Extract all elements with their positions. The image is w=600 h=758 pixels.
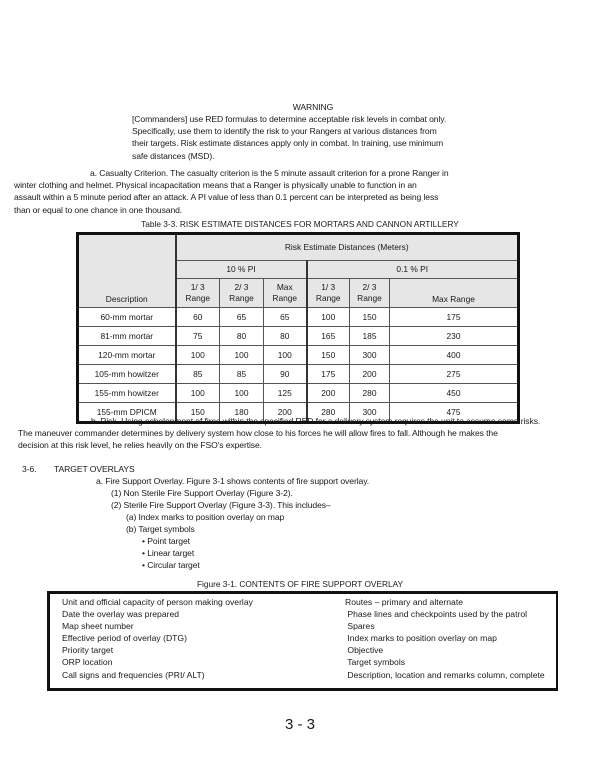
table-row <box>78 384 519 403</box>
warning-title: WARNING <box>292 102 334 112</box>
cell-value: 450 <box>390 384 519 403</box>
figure-item: Index marks to position overlay on map <box>345 633 497 644</box>
cell-value: 65 <box>264 308 307 327</box>
cell-value: 475 <box>390 403 519 423</box>
paragraph-line: decision at this risk level, he relies heavily on the FSO's expertise. <box>18 440 262 451</box>
risk-estimate-table <box>76 232 520 424</box>
item-1: (1) Non Sterile Fire Support Overlay (Figure 3-2). <box>111 488 293 498</box>
item-a: a. Fire Support Overlay. Figure 3-1 shows contents of fire support overlay. <box>96 476 370 486</box>
item-2a: (a) Index marks to position overlay on map <box>126 512 285 522</box>
bullet-item: • Point target <box>142 536 190 546</box>
figure-item: Spares <box>345 621 375 632</box>
column-header: 2/ 3 Range <box>220 279 264 308</box>
cell-value: 200 <box>350 365 390 384</box>
figure-item: Target symbols <box>345 657 406 668</box>
cell-value: 230 <box>390 327 519 346</box>
cell-value: 150 <box>176 403 220 423</box>
cell-description: 105-mm howitzer <box>78 365 176 384</box>
figure-item: Unit and official capacity of person making overlay <box>62 597 253 607</box>
subgroup-header-10pct: 10 % PI <box>176 261 307 279</box>
cell-value: 200 <box>264 403 307 423</box>
column-header: 1/ 3 Range <box>176 279 220 308</box>
item-2b: (b) Target symbols <box>126 524 195 534</box>
cell-value: 300 <box>350 403 390 423</box>
cell-value: 60 <box>176 308 220 327</box>
figure-right-column <box>345 596 545 681</box>
risk-paragraph <box>18 415 598 452</box>
warning-line: their targets. Risk estimate distances apply only in combat. In training, use minimum <box>132 138 444 149</box>
column-header: Max Range <box>264 279 307 308</box>
table-caption: Table 3-3. RISK ESTIMATE DISTANCES FOR MORTARS AND CANNON ARTILLERY <box>141 219 459 229</box>
paragraph-line: The maneuver commander determines by delivery system how close to his forces he will allow fires to fall. Although he makes the <box>18 428 498 439</box>
table-row <box>78 327 519 346</box>
figure-left-column <box>62 596 253 681</box>
cell-value: 65 <box>220 308 264 327</box>
paragraph-line: than or equal to one chance in one thousand. <box>14 204 183 215</box>
figure-item: Routes – primary and alternate <box>345 597 463 607</box>
paragraph-line: winter clothing and helmet. Physical incapacitation means that a Ranger is physically unable to function in an <box>14 180 417 191</box>
warning-line: Specifically, use them to identify the risk to your Rangers at various distances from <box>132 126 437 137</box>
cell-value: 100 <box>220 346 264 365</box>
cell-value: 80 <box>264 327 307 346</box>
cell-value: 80 <box>220 327 264 346</box>
figure-item: Call signs and frequencies (PRI/ ALT) <box>62 669 205 680</box>
warning-body <box>132 113 522 162</box>
figure-box <box>47 591 558 691</box>
cell-value: 150 <box>307 346 350 365</box>
cell-value: 175 <box>307 365 350 384</box>
column-header: 2/ 3 Range <box>350 279 390 308</box>
cell-value: 100 <box>176 346 220 365</box>
warning-line: [Commanders] use RED formulas to determine acceptable risk levels in combat only. <box>132 114 447 124</box>
subgroup-header-01pct: 0.1 % PI <box>307 261 519 279</box>
column-header: 1/ 3 Range <box>307 279 350 308</box>
column-header: Max Range <box>390 279 519 308</box>
figure-caption: Figure 3-1. CONTENTS OF FIRE SUPPORT OVERLAY <box>196 579 404 589</box>
cell-value: 165 <box>307 327 350 346</box>
paragraph-line: b. Risk. Using echelonment of fires within the specified RED for a delivery system requires the unit to assume some risks. <box>91 416 541 426</box>
section-title: TARGET OVERLAYS <box>54 464 135 474</box>
group-header: Risk Estimate Distances (Meters) <box>176 234 519 261</box>
casualty-criterion-paragraph <box>14 167 594 216</box>
section-number: 3-6. <box>22 464 37 474</box>
cell-value: 100 <box>264 346 307 365</box>
cell-value: 400 <box>390 346 519 365</box>
figure-item: Date the overlay was prepared <box>62 609 180 620</box>
cell-value: 75 <box>176 327 220 346</box>
table-row <box>78 308 519 327</box>
cell-value: 200 <box>307 384 350 403</box>
paragraph-line: a. Casualty Criterion. The casualty criterion is the 5 minute assault criterion for a prone Ranger in <box>90 168 449 178</box>
cell-description: 120-mm mortar <box>78 346 176 365</box>
cell-value: 85 <box>176 365 220 384</box>
paragraph-line: assault within a 5 minute period after an attack. A PI value of less than 0.1 percent can be interpreted as being less <box>14 192 439 203</box>
cell-value: 150 <box>350 308 390 327</box>
cell-value: 185 <box>350 327 390 346</box>
table-row <box>78 365 519 384</box>
item-2: (2) Sterile Fire Support Overlay (Figure 3-3). This includes– <box>111 500 331 510</box>
cell-value: 275 <box>390 365 519 384</box>
warning-line: safe distances (MSD). <box>132 150 215 161</box>
cell-value: 100 <box>176 384 220 403</box>
cell-value: 180 <box>220 403 264 423</box>
cell-description: 155-mm DPICM <box>78 403 176 423</box>
cell-value: 280 <box>307 403 350 423</box>
cell-value: 125 <box>264 384 307 403</box>
figure-item: Objective <box>345 645 384 656</box>
bullet-item: • Circular target <box>142 560 200 570</box>
figure-item: Phase lines and checkpoints used by the patrol <box>345 609 528 620</box>
cell-value: 280 <box>350 384 390 403</box>
cell-description: 155-mm howitzer <box>78 384 176 403</box>
cell-value: 90 <box>264 365 307 384</box>
figure-item: ORP location <box>62 657 113 668</box>
page-number: 3 - 3 <box>284 716 315 733</box>
column-header-description: Description <box>78 234 176 308</box>
cell-description: 81-mm mortar <box>78 327 176 346</box>
bullet-item: • Linear target <box>142 548 195 558</box>
figure-item: Description, location and remarks column, complete <box>345 669 545 680</box>
figure-item: Effective period of overlay (DTG) <box>62 633 187 644</box>
cell-description: 60-mm mortar <box>78 308 176 327</box>
figure-item: Map sheet number <box>62 621 134 632</box>
cell-value: 85 <box>220 365 264 384</box>
figure-item: Priority target <box>62 645 114 656</box>
cell-value: 175 <box>390 308 519 327</box>
cell-value: 300 <box>350 346 390 365</box>
table-row <box>78 346 519 365</box>
cell-value: 100 <box>220 384 264 403</box>
cell-value: 100 <box>307 308 350 327</box>
